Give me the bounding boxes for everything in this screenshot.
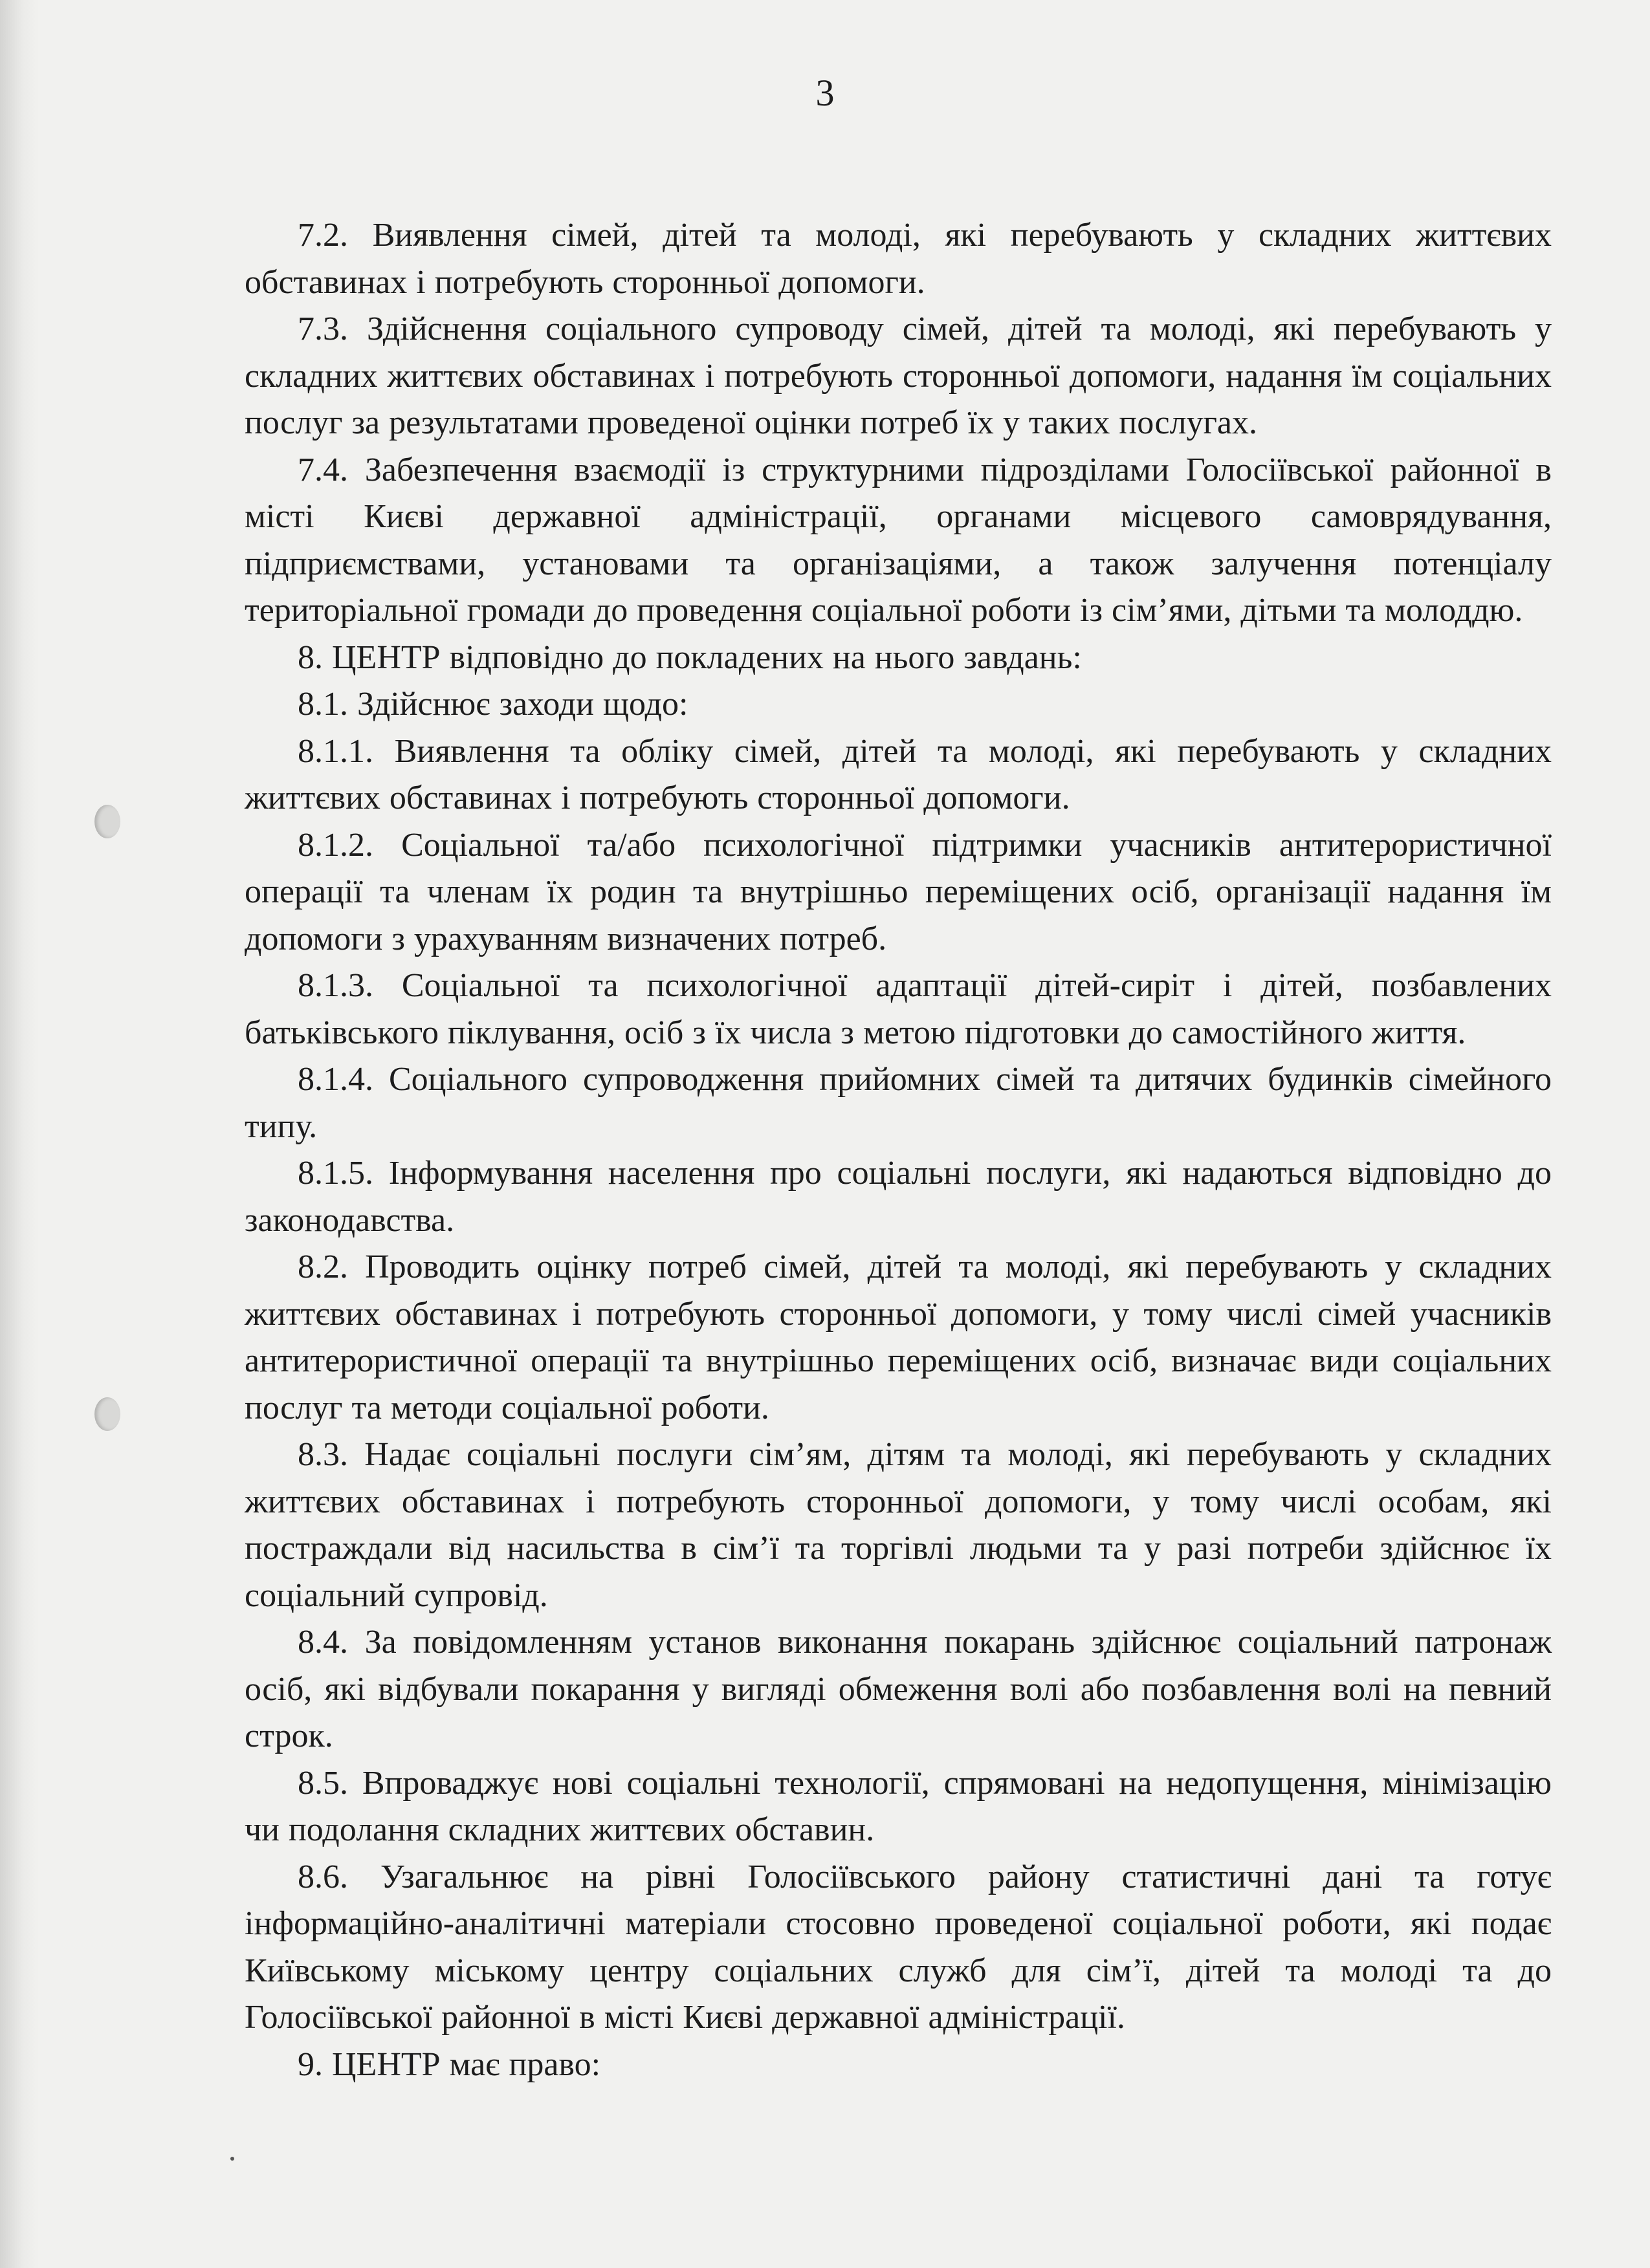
page-number: 3	[815, 72, 835, 114]
paragraph-8-1-4: 8.1.4. Соціального супроводження прийомних сімей та дитячих будинків сімейного типу.	[245, 1061, 1552, 1145]
paragraph-8-4: 8.4. За повідомленням установ виконання покарань здійснює соціальний патронаж осіб, які відбували покарання у вигляді обмеження волі або позбавлення волі на певний строк.	[245, 1624, 1552, 1754]
paragraph-8-1-3: 8.1.3. Соціальної та психологічної адаптації дітей-сиріт і дітей, позбавлених батьківського піклування, осіб з їх числа з метою підготовки до самостійного життя.	[245, 967, 1552, 1051]
paragraph-9: 9. ЦЕНТР має право:	[298, 2045, 601, 2083]
paragraph-8-5: 8.5. Впроваджує нові соціальні технології, спрямовані на недопущення, мінімізацію чи подолання складних життєвих обставин.	[245, 1764, 1552, 1848]
punch-hole-lower	[94, 1397, 120, 1431]
punch-hole-upper	[94, 805, 120, 838]
paragraph-8-2: 8.2. Проводить оцінку потреб сімей, дітей та молоді, які перебувають у складних життєвих обставинах і потребують сторонньої допомоги, у тому числі сімей учасників антитерористичної операції та внутрішньо переміщених осіб, визначає види соціальних послуг та методи соціальної роботи.	[245, 1248, 1552, 1426]
scan-speck	[230, 2157, 234, 2161]
paragraph-7-4: 7.4. Забезпечення взаємодії із структурними підрозділами Голосіївської районної в місті Києві державної адміністрації, органами місцевого самоврядування, підприємствами, установами та організаціями, а також залучення потенціалу територіальної громади до проведення соціальної роботи із сім’ями, дітьми та молоддю.	[245, 451, 1552, 629]
scan-edge-shadow	[0, 0, 39, 2268]
paragraph-8-1-5: 8.1.5. Інформування населення про соціальні послуги, які надаються відповідно до законодавства.	[245, 1155, 1552, 1239]
paragraph-8-3: 8.3. Надає соціальні послуги сім’ям, дітям та молоді, які перебувають у складних життєвих обставинах і потребують сторонньої допомоги, у тому числі особам, які постраждали від насильства в сім’ї та торгівлі людьми та у разі потреби здійснює їх соціальний супровід.	[245, 1436, 1552, 1614]
paragraph-7-3: 7.3. Здійснення соціального супроводу сімей, дітей та молоді, які перебувають у складних життєвих обставинах і потребують сторонньої допомоги, надання їм соціальних послуг за результатами проведеної оцінки потреб їх у таких послугах.	[245, 311, 1552, 441]
paragraph-7-2: 7.2. Виявлення сімей, дітей та молоді, які перебувають у складних життєвих обставинах і потребують сторонньої допомоги.	[245, 217, 1552, 301]
paragraph-8: 8. ЦЕНТР відповідно до покладених на нього завдань:	[298, 638, 1082, 676]
document-body	[245, 212, 1552, 2088]
paragraph-8-1-2: 8.1.2. Соціальної та/або психологічної підтримки учасників антитерористичної операції та членам їх родин та внутрішньо переміщених осіб, організації надання їм допомоги з урахуванням визначених потреб.	[245, 826, 1552, 957]
paragraph-8-6: 8.6. Узагальнює на рівні Голосіївського району статистичні дані та готує інформаційно-аналітичні матеріали стосовно проведеної соціальної роботи, які подає Київському міському центру соціальних служб для сім’ї, дітей та молоді та до Голосіївської районної в місті Києві державної адміністрації.	[245, 1858, 1552, 2036]
paragraph-8-1: 8.1. Здійснює заходи щодо:	[298, 686, 688, 723]
paragraph-8-1-1: 8.1.1. Виявлення та обліку сімей, дітей та молоді, які перебувають у складних життєвих обставинах і потребують сторонньої допомоги.	[245, 732, 1552, 816]
